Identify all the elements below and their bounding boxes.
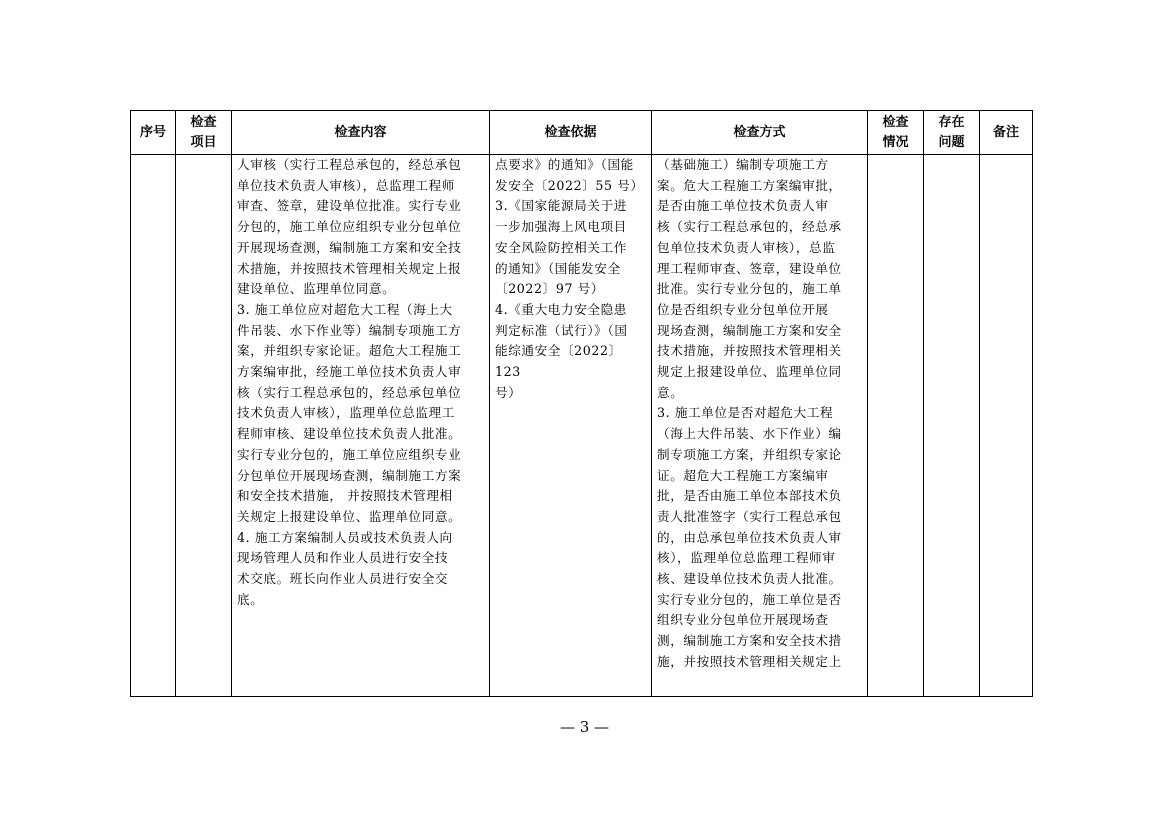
header-status: 检查 情况	[868, 111, 924, 155]
cell-content	[232, 155, 490, 697]
cell-status	[868, 155, 924, 697]
basis-text: 点要求》的通知》（国能 发安全〔2022〕55 号） 3.《国家能源局关于进 一步加强海上风电项目 安全风险防控相关工作 的通知》（国能发安全 〔2022〕97 号） 4.《重大电力安全隐患 判定标准（试行）》（国 能综通安全〔2022〕123 号）	[495, 157, 644, 400]
header-seq: 序号	[131, 111, 176, 155]
header-row	[131, 111, 1033, 155]
content-text: 人审核（实行工程总承包的，经总承包 单位技术负责人审核），总监理工程师 审查、签章，建设单位批准。实行专业 分包的，施工单位应组织专业分包单位 开展现场查测，编制施工方案和安全技 术措施，并按照技术管理相关规定上报 建设单位、监理单位同意。 3. 施工单位应对超危大工程（海上大 件吊装、水下作业等）编制专项施工方 案，并组织专家论证。超危大工程施工 方案编审批，经施工单位技术负责人审 核（实行工程总承包的，经总承包单位 技术负责人审核），监理单位总监理工 程师审核、建设单位技术负责人批准。 实行专业分包的，施工单位应组织专业 分包单位开展现场查测，编制施工方案 和安全技术措施， 并按照技术管理相 关规定上报建设单位、监理单位同意。 4. 施工方案编制人员或技术负责人向 现场管理人员和作业人员进行安全技 术交底。班长向作业人员进行安全交 底。	[237, 157, 462, 607]
cell-seq	[131, 155, 176, 697]
cell-item	[176, 155, 232, 697]
header-content: 检查内容	[232, 111, 490, 155]
cell-remarks	[980, 155, 1033, 697]
header-issues: 存在 问题	[924, 111, 980, 155]
header-basis: 检查依据	[490, 111, 652, 155]
header-item: 检查 项目	[176, 111, 232, 155]
method-text: （基础施工）编制专项施工方 案。危大工程施工方案编审批， 是否由施工单位技术负责人审 核（实行工程总承包的，经总承 包单位技术负责人审核），总监 理工程师审查、签章，建设单位 批准。实行专业分包的，施工单 位是否组织专业分包单位开展 现场查测，编制施工方案和安全 技术措施，并按照技术管理相关 规定上报建设单位、监理单位同 意。 3. 施工单位是否对超危大工程 （海上大件吊装、水下作业）编 制专项施工方案，并组织专家论 证。超危大工程施工方案编审 批，是否由施工单位本部技术负 责人批准签字（实行工程总承包 的，由总承包单位技术负责人审 核），监理单位总监理工程师审 核、建设单位技术负责人批准。 实行专业分包的，施工单位是否 组织专业分包单位开展现场查 测，编制施工方案和安全技术措 施，并按照技术管理相关规定上	[657, 157, 842, 669]
header-remarks: 备注	[980, 111, 1033, 155]
cell-basis	[490, 155, 652, 697]
header-method: 检查方式	[652, 111, 868, 155]
page-number: — 3 —	[559, 718, 610, 736]
table-row	[131, 155, 1033, 697]
cell-issues	[924, 155, 980, 697]
inspection-table	[130, 110, 1033, 697]
cell-method	[652, 155, 868, 697]
